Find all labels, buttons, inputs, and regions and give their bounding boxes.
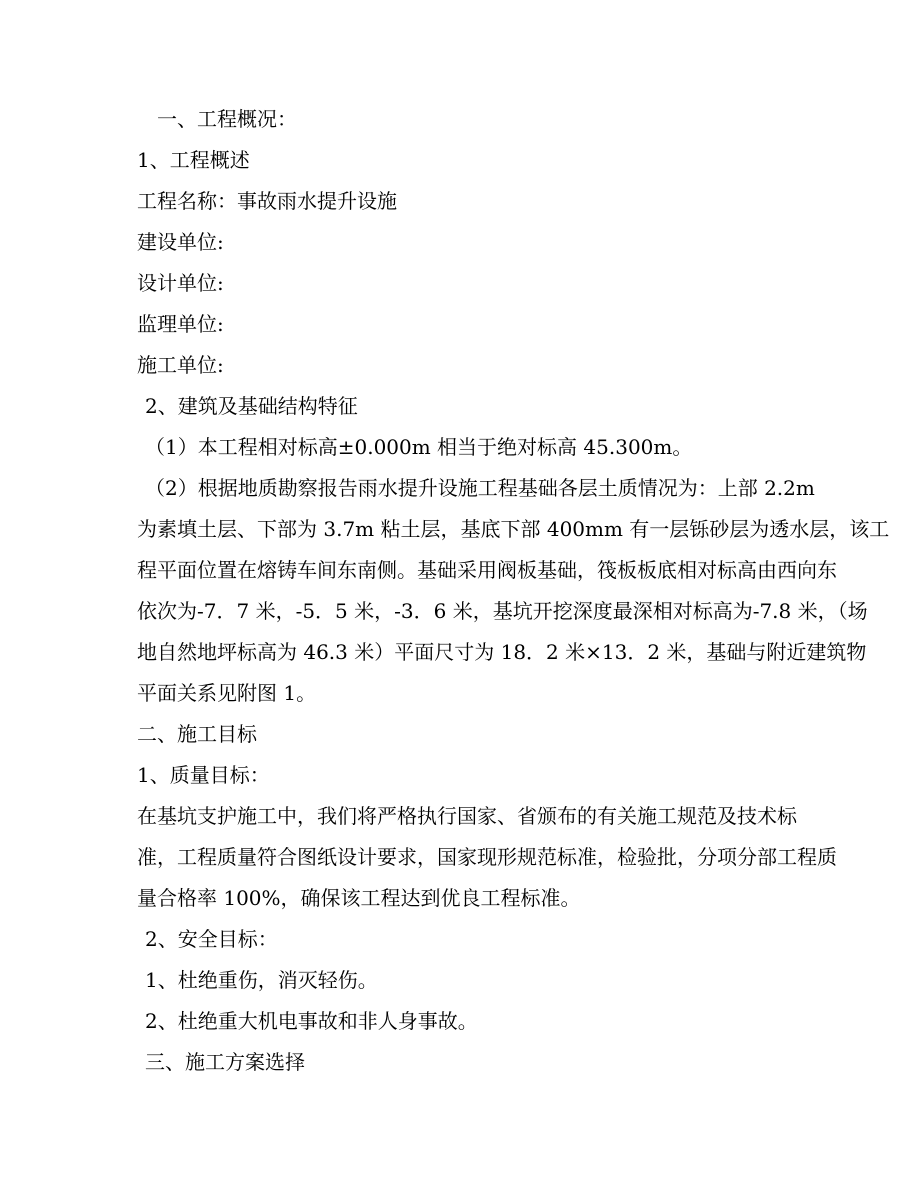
safety-heading: 2、安全目标：: [145, 927, 278, 951]
item-2-line: 为素填土层、下部为 3.7m 粘土层，基底下部 400mm 有一层铄砂层为透水层，该工: [137, 517, 890, 541]
quality-heading: 1、质量目标：: [137, 763, 270, 787]
constructor-line: 施工单位:: [137, 353, 224, 377]
quality-line: 准，工程质量符合图纸设计要求，国家现形规范标准，检验批，分项分部工程质: [137, 845, 837, 869]
section3-heading: 三、施工方案选择: [145, 1050, 305, 1074]
quality-line: 在基坑支护施工中，我们将严格执行国家、省颁布的有关施工规范及技术标: [137, 804, 797, 828]
supervisor-line: 监理单位:: [137, 312, 224, 336]
safety-item-2: 2、杜绝重大机电事故和非人身事故。: [145, 1009, 478, 1033]
quality-line: 量合格率 100%，确保该工程达到优良工程标准。: [137, 886, 581, 910]
section2-heading: 二、施工目标: [137, 722, 257, 746]
item-2-line: （2）根据地质勘察报告雨水提升设施工程基础各层土质情况为：上部 2.2m: [145, 476, 815, 500]
item-1-line: （1）本工程相对标高±0.000m 相当于绝对标高 45.300m。: [145, 435, 693, 459]
item-2-line: 依次为-7．7 米，-5．5 米，-3．6 米，基坑开挖深度最深相对标高为-7.8 米，（场: [137, 599, 868, 623]
subsection-structure-heading: 2、建筑及基础结构特征: [145, 394, 358, 418]
section1-heading: 一、工程概况：: [157, 107, 297, 131]
designer-line: 设计单位:: [137, 271, 224, 295]
builder-line: 建设单位:: [137, 230, 224, 254]
safety-item-1: 1、杜绝重伤，消灭轻伤。: [145, 968, 378, 992]
item-2-line: 地自然地坪标高为 46.3 米）平面尺寸为 18．2 米×13．2 米，基础与附近建筑物: [137, 640, 867, 664]
project-name-line: 工程名称：事故雨水提升设施: [137, 189, 397, 213]
item-2-line: 平面关系见附图 1。: [137, 681, 317, 705]
subsection-overview-heading: 1、工程概述: [137, 148, 250, 172]
item-2-line: 程平面位置在熔铸车间东南侧。基础采用阀板基础，筏板板底相对标高由西向东: [137, 558, 837, 582]
